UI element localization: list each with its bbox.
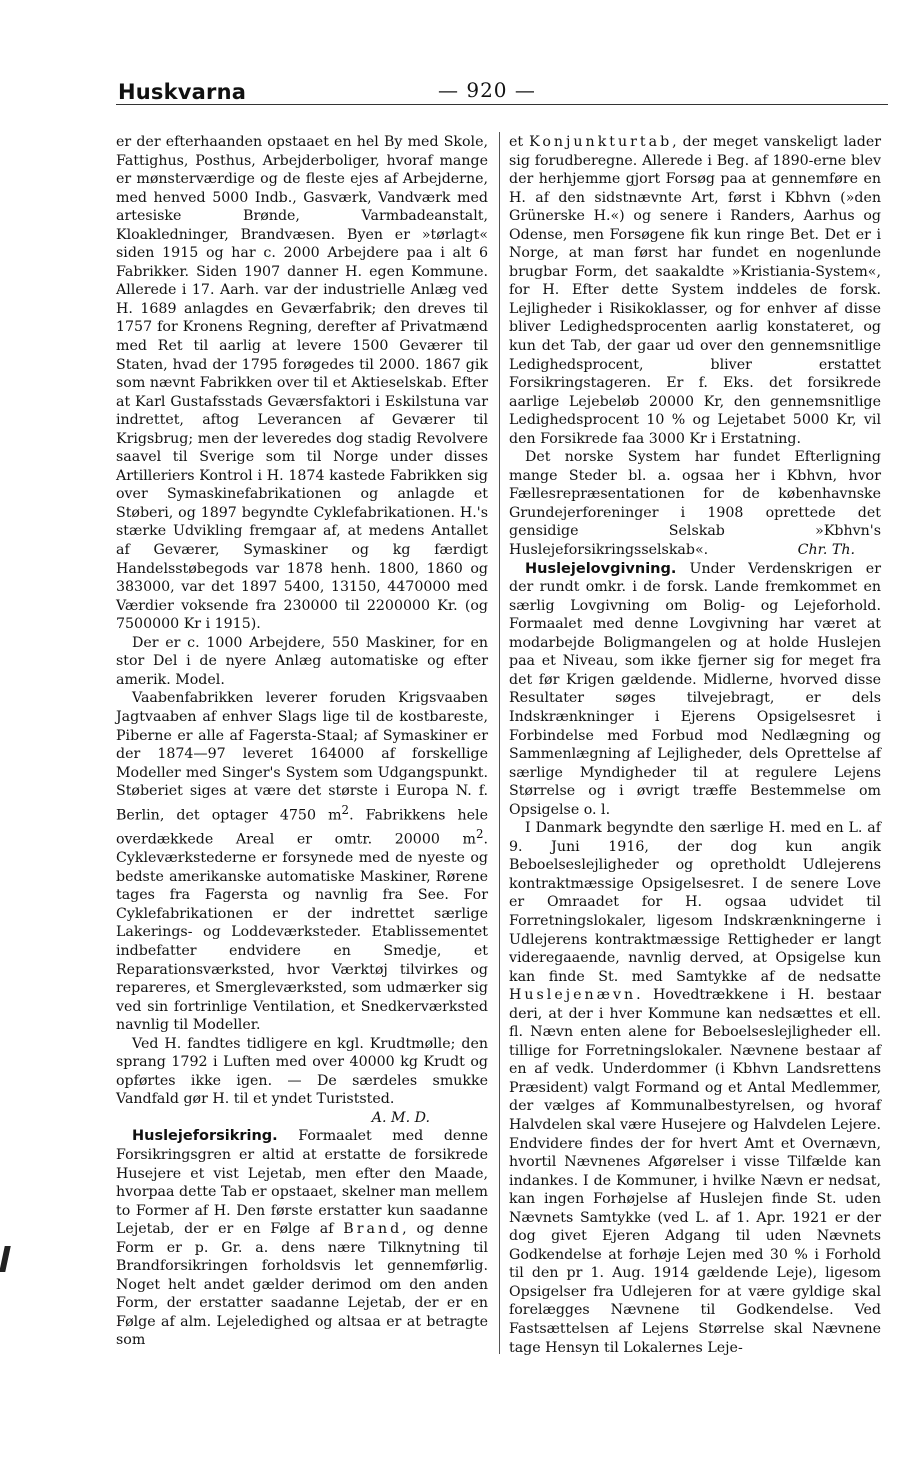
- entry-huslejeforsikring: [116, 1127, 488, 1350]
- page-header: [0, 74, 920, 114]
- entry-headword: Huslejeforsikring.: [132, 1128, 278, 1145]
- paragraph-text: et: [509, 134, 530, 150]
- spaced-emphasis: Brand: [343, 1221, 403, 1238]
- page-number: — 920 —: [438, 78, 536, 102]
- running-title: Huskvarna: [118, 80, 247, 104]
- paragraph-konjunkturtab: [509, 133, 881, 448]
- paragraph-powder-mill: Ved H. fandtes tidligere en kgl. Krudtmølle; den sprang 1792 i Luften med over 40000 kg Krudt og opførtes ikke igen. — De særdeles smukke Vandfald gør H. til et yndet Turiststed.: [116, 1035, 488, 1108]
- left-column: [116, 133, 488, 1350]
- paragraph-norwegian-system: [509, 448, 881, 559]
- paragraph-text: . Cykleværkstederne er forsynede med de nyeste og bedste amerikanske automatiske Maskiner, Rørene tages fra Fagersta og navnlig fra See. For Cyklefabrikationen er der indrettet særlige Lakerings- og Loddeværksteder. Etablissementet indbefatter endvidere en Smedje, et Reparationsværksted, hvor Værktøj tilvirkes og repareres, et Smergleværksted, som udmærker sig ved sin fortrinlige Ventilation, et Snedkerværksted navnlig til Modeller.: [116, 831, 488, 1034]
- paragraph-huskvarna-industry: er der efterhaanden opstaaet en hel By med Skole, Fattighus, Posthus, Arbejderboliger, hvoraf mange er mønsterværdige og de fleste ejes af Arbejderne, med henved 5000 Indb., Gasværk, Vandværk med artesiske Brønde, Varmbadeanstalt, Kloakledninger, Brandvæsen. Byen er »tørlagt« siden 1915 og har c. 2000 Arbejdere paa i alt 6 Fabrikker. Siden 1907 danner H. egen Kommune. Allerede i 17. Aarh. var der industrielle Anlæg ved H. 1689 anlagdes en Geværfabrik; den dreves til 1757 for Kronens Regning, derefter af Privatmænd med Ret til aarlig at levere 1500 Geværer til Staten, hvad der 1795 forøgedes til 2000. 1867 gik som nævnt Fabrikken over til et Aktieselskab. Efter at Karl Gustafsstads Geværsfaktori i Eskilstuna var indrettet, aftog Leverancen af Geværer til Krigsbrug; men der leveredes dog stadig Revolvere saavel til Sverige som til Norge under disses Artilleriers Kontrol i H. 1874 kastede Fabrikken sig over Symaskinefabrikationen og anlagde et Støberi, og 1897 begyndte Cyklefabrikationen. H.'s stærke Udvikling fremgaar af, at medens Antallet af Geværer, Symaskiner og kg færdigt Handelsstøbegods var 1878 henh. 1800, 1860 og 383000, var det 1897 5400, 13150, 4470000 med Værdier voksende fra 230000 til 2200000 Kr. (og 7500000 Kr i 1915).: [116, 134, 488, 633]
- entry-text: Formaalet med denne Forsikringsgren er altid at erstatte de forsikrede Husejere et vist Lejetab, men efter den Maade, hvorpaa dette Tab er opstaaet, skelner man mellem to Former af H. Den første erstatter kun saadanne Lejetab, der er en Følge af: [116, 1128, 488, 1238]
- paragraph-weapon-factory: [116, 689, 488, 1034]
- scan-artifact-mark: [0, 1246, 11, 1272]
- superscript: 2: [341, 802, 350, 817]
- spaced-emphasis: Huslejenævn: [509, 987, 637, 1004]
- entry-huslejelovgivning: [509, 560, 881, 820]
- paragraph-workers: Der er c. 1000 Arbejdere, 550 Maskiner, for en stor Del i de nyere Anlæg automatiske og efter amerik. Model.: [116, 634, 488, 688]
- author-signature: Chr. Th.: [797, 542, 855, 559]
- column-divider: [499, 132, 500, 1354]
- entry-text: Under Verdenskrigen er der rundt omkr. i de forsk. Lande fremkommet en særlig Lovgivning om Bolig- og Lejeforhold. Formaalet med denne Lovgivning har været at modarbejde Boligmangelen og at holde Huslejen paa et Niveau, som ikke fjerner sig for meget fra det før Krigen gældende. Midlerne, hvorved disse Resultater søges tilvejebragt, er dels Indskrænkninger i Ejerens Opsigelsesret i Forbindelse med Forbud mod Nedlægning og Sammenlægning af Lejligheder, dels Oprettelse af særlige Myndigheder til at regulere Lejens Størrelse og i øvrigt træffe Bestemmelse om Opsigelse o. l.: [509, 560, 881, 818]
- paragraph-text: Vaabenfabrikken leverer foruden Krigsvaaben Jagtvaaben af enhver Slags lige til de kostbareste, Piberne er alle af Fagersta-Staal; af Symaskiner er der 1874—97 leveret 164000 af forskellige Modeller med Singer's System som Udgangspunkt. Støberiet siges at være det største i Europa N. f. Berlin, det optager 4750 m: [116, 690, 488, 824]
- paragraph-text: , der meget vanskeligt lader sig forudberegne. Allerede i Beg. af 1890-erne blev der herhjemme gjort Forsøg paa at gennemføre en H. af den sidstnævnte Art, først i Kbhvn (»den Grünerske H.«) og senere i Randers, Aarhus og Odense, men Forsøgene fik kun ringe Bet. Det er i Norge, at man først har fundet en nogenlunde brugbar Form, det saakaldte »Kristiania-System«, for H. Efter dette System inddeles de forsk. Lejligheder i Risikoklasser, og for enhver af disse bliver Ledighedsprocenten aarlig konstateret, og kun det Tab, der gaar ud over den gennemsnitlige Ledighedsprocent, bliver erstattet Forsikringstageren. Er f. Eks. det forsikrede aarlige Lejebeløb 20000 Kr, den gennemsnitlige Ledighedsprocent 10 % og Lejetabet 5000 Kr, vil den Forsikrede faa 3000 Kr i Erstatning.: [509, 134, 882, 447]
- entry-text: , og denne Form er p. Gr. a. dens nære Tilknytning til Brandforsikringen forholdsvis let gennemførlig. Noget helt andet gælder derimod om den anden Form, der erstatter saadanne Lejetab, der er en Følge af alm. Lejeledighed og altsaa er at betragte som: [116, 1221, 488, 1349]
- paragraph-danish-law: [509, 819, 881, 1357]
- superscript: 2: [475, 826, 484, 841]
- header-rule: [116, 104, 888, 105]
- paragraph-text: I Danmark begyndte den særlige H. med en L. af 9. Juni 1916, der dog kun angik Beboelseslejligheder og opretholdt Udlejerens kontraktmæssige Opsigelsesret. I de senere Love er Omraadet for H. ogsaa udvidet til Forretningslokaler, ligesom Indskrænkningerne i Udlejerens kontraktmæssige Rettigheder er langt videregaaende, navnlig derved, at Opsigelse kun kan finde St. med Samtykke af de nedsatte: [509, 820, 881, 985]
- paragraph-text: . Hovedtrækkene i H. bestaar deri, at der i hver Kommune kan nedsættes et ell. fl. Nævn enten alene for Beboelseslejligheder ell. tillige for Forretningslokaler. Nævnene bestaar af en af vedk. Underdommer (i Kbhvn Landsrettens Præsident) valgt Formand og et Antal Medlemmer, der vælges af Kommunalbestyrelsen, og hvoraf Halvdelen skal være Husejere og Halvdelen Lejere. Endvidere findes der for hvert Amt et Overnævn, hvortil Nævnenes Afgørelser i visse Tilfælde kan indankes. I de Kommuner, i hvilke Nævn er nedsat, kan ingen Forhøjelse af Huslejen finde St. uden Nævnets Samtykke (ved L. af 1. Apr. 1921 er der dog givet Ejeren Adgang til uden Nævnets Godkendelse at forhøje Lejen med 30 % i Forhold til den pr 1. Aug. 1914 gældende Leje), ligesom Opsigelser fra Udlejeren for at være gyldige skal forelægges Nævnene til Godkendelse. Ved Fastsættelsen af Lejens Størrelse skal Nævnene tage Hensyn til Lokalernes Leje-: [509, 987, 881, 1356]
- entry-headword: Huslejelovgivning.: [525, 560, 677, 577]
- author-signature: A. M. D.: [371, 1109, 430, 1126]
- spaced-emphasis: Konjunkturtab: [529, 134, 673, 150]
- right-column: [509, 133, 881, 1357]
- paragraph-text: Det norske System har fundet Efterligning mange Steder bl. a. ogsaa her i Kbhvn, hvor Fællesrepræsentationen for de københavnske Grundejerforeninger i 1908 oprettede det gensidige Selskab »Kbhvn's Huslejeforsikringsselskab«.: [509, 449, 881, 559]
- paragraph-text: . Fabrikkens hele overdækkede Areal er omtr. 20000 m: [116, 807, 488, 848]
